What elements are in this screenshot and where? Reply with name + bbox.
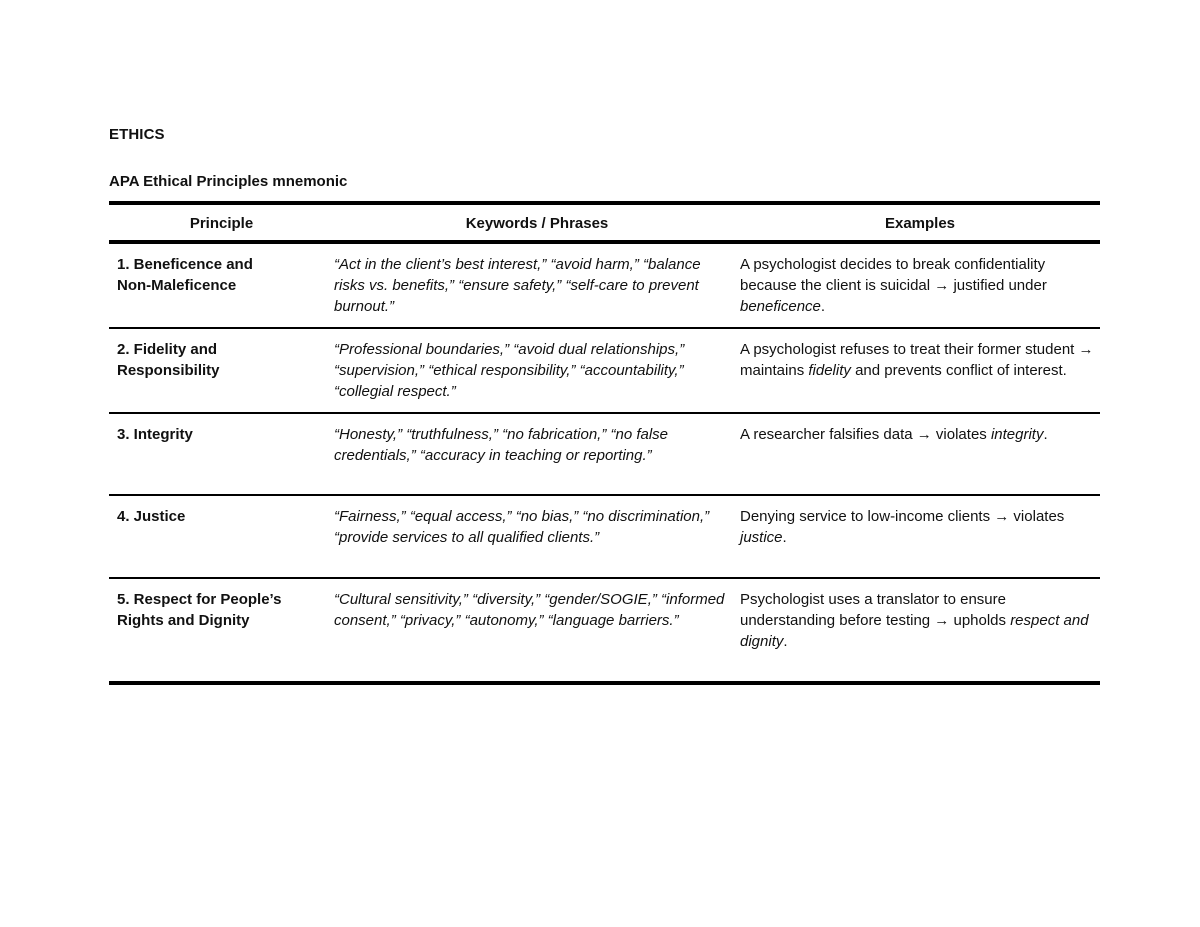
table-row <box>109 328 1100 413</box>
table-row <box>109 578 1100 683</box>
keywords-cell: “Fairness,” “equal access,” “no bias,” “no discrimination,” “provide services to all qualified clients.” <box>334 495 740 578</box>
example-text: . <box>1043 426 1048 443</box>
principle-cell <box>109 242 334 328</box>
example-cell <box>740 413 1100 495</box>
header-keywords: Keywords / Phrases <box>334 203 740 242</box>
header-row <box>109 203 1100 242</box>
example-cell <box>740 242 1100 328</box>
principle-line: 1. Beneficence and <box>117 256 253 273</box>
ethics-table-container <box>109 201 1100 685</box>
page-title: ETHICS <box>109 126 165 143</box>
example-emphasis: respect and dignity <box>740 612 1089 650</box>
example-emphasis: beneficence <box>740 298 821 315</box>
example-cell <box>740 328 1100 413</box>
principle-line: 4. Justice <box>117 508 186 525</box>
example-text: and prevents conflict of interest. <box>850 362 1067 379</box>
example-text: . <box>820 298 826 315</box>
principle-line: Non-Maleficence <box>117 277 237 294</box>
keywords-cell: “Honesty,” “truthfulness,” “no fabrication,” “no false credentials,” “accuracy in teaching or reporting.” <box>334 413 740 495</box>
table-title: APA Ethical Principles mnemonic <box>109 173 348 190</box>
ethics-principles-table <box>109 201 1100 685</box>
example-emphasis: integrity <box>990 426 1044 443</box>
keywords-cell: “Act in the client’s best interest,” “avoid harm,” “balance risks vs. benefits,” “ensure safety,” “self-care to prevent burnout.” <box>334 242 740 328</box>
principle-line: 2. Fidelity and <box>117 341 218 358</box>
example-text: . <box>783 633 788 650</box>
principle-cell <box>109 413 334 495</box>
example-text: Psychologist uses a translator to ensure understanding before testing → upholds <box>740 591 1011 629</box>
principle-cell <box>109 495 334 578</box>
example-text: A psychologist refuses to treat their former student → maintains <box>740 341 1094 379</box>
principle-cell <box>109 578 334 683</box>
example-cell <box>740 578 1100 683</box>
principle-line: Rights and Dignity <box>117 612 250 629</box>
principle-line: 5. Respect for People’s <box>117 591 282 608</box>
table-row <box>109 242 1100 328</box>
table-row <box>109 495 1100 578</box>
principle-line: Responsibility <box>117 362 220 379</box>
example-cell <box>740 495 1100 578</box>
example-text: . <box>782 529 787 546</box>
example-emphasis: justice <box>740 529 783 546</box>
table-body <box>109 242 1100 683</box>
principle-cell <box>109 328 334 413</box>
principle-line: 3. Integrity <box>117 426 193 443</box>
table-header <box>109 203 1100 242</box>
header-principle: Principle <box>109 203 334 242</box>
keywords-cell: “Cultural sensitivity,” “diversity,” “gender/SOGIE,” “informed consent,” “privacy,” “autonomy,” “language barriers.” <box>334 578 740 683</box>
example-text: A researcher falsifies data → violates <box>740 426 991 443</box>
table-row <box>109 413 1100 495</box>
header-examples: Examples <box>740 203 1100 242</box>
example-text: A psychologist decides to break confidentiality because the client is suicidal → justified under <box>740 256 1047 294</box>
keywords-cell: “Professional boundaries,” “avoid dual relationships,” “supervision,” “ethical responsibility,” “accountability,” “collegial respect.” <box>334 328 740 413</box>
example-emphasis: fidelity <box>808 362 851 379</box>
example-text: Denying service to low-income clients → violates <box>740 508 1065 525</box>
